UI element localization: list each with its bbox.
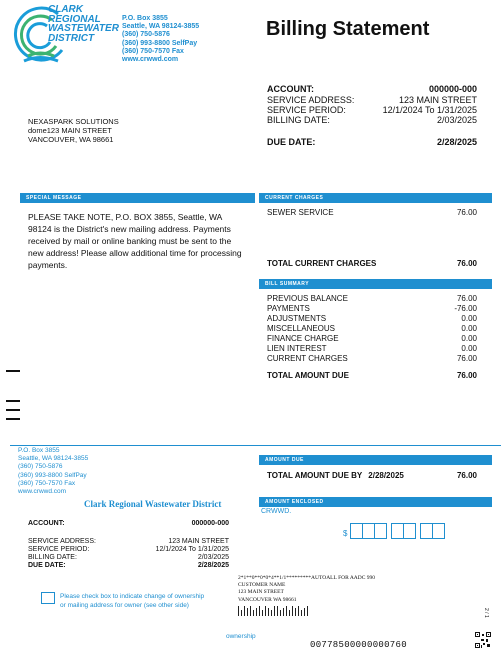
stub-po-box: P.O. Box 3855 [18, 447, 60, 454]
qr-code-icon [475, 632, 491, 648]
stub-city: Seattle, WA 98124-3855 [18, 455, 89, 463]
contact-phone: (360) 750-5876 [122, 31, 170, 39]
total-amount-due-label: TOTAL AMOUNT DUE [267, 371, 349, 380]
total-amount-due-row [267, 371, 477, 381]
bill-summary-rows [267, 294, 477, 364]
ownership-note-line-2: or mailing address for owner (see other side) [60, 601, 189, 609]
fold-mark [6, 409, 20, 411]
summary-value: 76.00 [456, 294, 477, 303]
logo-text [48, 5, 119, 43]
stub-district-name: Clark Regional Wastewater District [84, 499, 222, 509]
summary-label: PREVIOUS BALANCE [267, 294, 348, 303]
summary-label: FINANCE CHARGE [267, 334, 339, 343]
summary-label: CURRENT CHARGES [267, 354, 348, 363]
billing-date-value: 2/03/2025 [436, 115, 477, 125]
summary-value: 0.00 [461, 334, 477, 343]
stub-phone: (360) 750-5876 [18, 463, 63, 471]
contact-web[interactable]: www.crwwd.com [122, 56, 179, 64]
total-current-charges-label: TOTAL CURRENT CHARGES [267, 259, 377, 268]
stub-period-label: SERVICE PERIOD: [28, 546, 90, 553]
side-code: 2 / 1 [483, 608, 489, 618]
amount-enclosed-header: AMOUNT ENCLOSED [259, 497, 492, 507]
stub-due-label: DUE DATE: [28, 562, 66, 569]
service-period-value: 12/1/2024 To 1/31/2025 [382, 105, 477, 115]
stub-account-info [28, 520, 229, 570]
remit-line-1: 2*1**0**0*0*4**1/1*********AUTOALL FOR AADC 990 [238, 575, 376, 581]
dollar-sign: $ [343, 529, 348, 538]
mailing-city: VANCOUVER, WA 98661 [28, 135, 114, 144]
summary-value: 0.00 [461, 344, 477, 353]
ownership-change-checkbox[interactable] [41, 592, 55, 604]
stub-contact-block [18, 447, 88, 496]
amount-due-value: 76.00 [456, 471, 477, 480]
special-message-text: PLEASE TAKE NOTE, P.O. BOX 3855, Seattle, WA 98124 is the District's new mailing address. Payments received by mail or online banking must be sent to the new address! Please allow additional time for processing payments. [28, 212, 242, 270]
summary-row [267, 334, 477, 344]
stub-account-label: ACCOUNT: [28, 520, 65, 527]
digit-box[interactable] [374, 523, 387, 539]
remit-address [238, 575, 375, 604]
summary-row [267, 344, 477, 354]
service-address-value: 123 MAIN STREET [398, 95, 477, 105]
logo-line-2: REGIONAL [48, 13, 101, 25]
summary-row [267, 294, 477, 304]
logo-line-3: WASTEWATER [48, 23, 119, 34]
total-current-charges-value: 76.00 [456, 259, 477, 268]
mailing-name: NEXASPARK SOLUTIONS [28, 117, 119, 126]
stub-web[interactable]: www.crwwd.com [18, 488, 67, 496]
mailing-street: dome123 MAIN STREET [28, 126, 112, 135]
summary-label: ADJUSTMENTS [267, 314, 327, 323]
amount-enclosed-payee: CRWWD. [261, 508, 292, 515]
stub-address-value: 123 MAIN STREET [168, 538, 229, 545]
account-info [267, 84, 477, 148]
ownership-note-line-1: Please check box to indicate change of ownership [60, 593, 205, 600]
summary-row [267, 304, 477, 314]
amount-due-label: TOTAL AMOUNT DUE BY [267, 471, 363, 480]
ownership-change-note [60, 593, 204, 610]
summary-value: 0.00 [461, 314, 477, 323]
service-address-label: SERVICE ADDRESS: [267, 95, 355, 105]
stub-account-value: 000000-000 [191, 520, 229, 527]
amount-enclosed-input[interactable] [350, 523, 454, 539]
postal-barcode-icon [238, 606, 408, 616]
remit-line-2: CUSTOMER NAME [238, 582, 286, 589]
perforation-line [10, 445, 501, 446]
fold-mark [6, 400, 20, 402]
scanline: 00778500000000760 [310, 640, 407, 650]
contact-selfpay: (360) 993-8800 SelfPay [122, 39, 198, 47]
billing-date-label: BILLING DATE: [267, 115, 330, 125]
contact-fax: (360) 750-7570 Fax [122, 47, 184, 55]
service-period-label: SERVICE PERIOD: [267, 105, 346, 115]
stub-period-value: 12/1/2024 To 1/31/2025 [155, 546, 229, 553]
fold-mark [6, 418, 20, 420]
summary-value: 0.00 [461, 324, 477, 333]
contact-po-box: P.O. Box 3855 [122, 15, 168, 22]
stub-selfpay: (360) 993-8800 SelfPay [18, 471, 87, 479]
summary-label: LIEN INTEREST [267, 344, 327, 353]
current-charges-header: CURRENT CHARGES [259, 193, 492, 203]
stub-address-label: SERVICE ADDRESS: [28, 538, 96, 545]
total-amount-due-value: 76.00 [456, 371, 477, 380]
amount-due-header: AMOUNT DUE [259, 455, 492, 465]
summary-value: 76.00 [456, 354, 477, 363]
account-label: ACCOUNT: [267, 84, 314, 94]
total-current-charges-row [267, 259, 477, 269]
due-date-label: DUE DATE: [267, 137, 316, 147]
bill-summary-header: BILL SUMMARY [259, 279, 492, 289]
amount-due-row [267, 471, 477, 481]
mailing-address [28, 117, 119, 144]
digit-box[interactable] [432, 523, 445, 539]
logo-line-4: DISTRICT [48, 32, 95, 44]
stub-billing-label: BILLING DATE: [28, 554, 77, 561]
amount-due-date: 2/28/2025 [368, 471, 404, 480]
logo-line-1: CLARK [48, 4, 83, 15]
remit-line-4: VANCOUVER WA 98661 [238, 596, 297, 603]
stub-fax: (360) 750-7570 Fax [18, 479, 76, 487]
contact-city: Seattle, WA 98124-3855 [122, 23, 200, 31]
summary-row [267, 324, 477, 334]
due-date-value: 2/28/2025 [436, 137, 477, 147]
sewer-service-row [267, 208, 477, 218]
summary-value: -76.00 [454, 304, 477, 313]
stub-due-value: 2/28/2025 [197, 562, 229, 569]
summary-row [267, 314, 477, 324]
special-message-header: SPECIAL MESSAGE [20, 193, 255, 203]
ownership-label: ownership [226, 633, 256, 640]
summary-label: MISCELLANEOUS [267, 324, 336, 333]
stub-billing-value: 2/03/2025 [197, 554, 229, 561]
summary-label: PAYMENTS [267, 304, 310, 313]
fold-mark [6, 370, 20, 372]
contact-block [122, 15, 199, 64]
sewer-service-label: SEWER SERVICE [267, 208, 334, 217]
account-value: 000000-000 [428, 84, 477, 94]
digit-box[interactable] [403, 523, 416, 539]
sewer-service-value: 76.00 [456, 208, 477, 217]
page-title: Billing Statement [266, 18, 430, 40]
remit-line-3: 123 MAIN STREET [238, 589, 284, 596]
summary-row [267, 354, 477, 364]
